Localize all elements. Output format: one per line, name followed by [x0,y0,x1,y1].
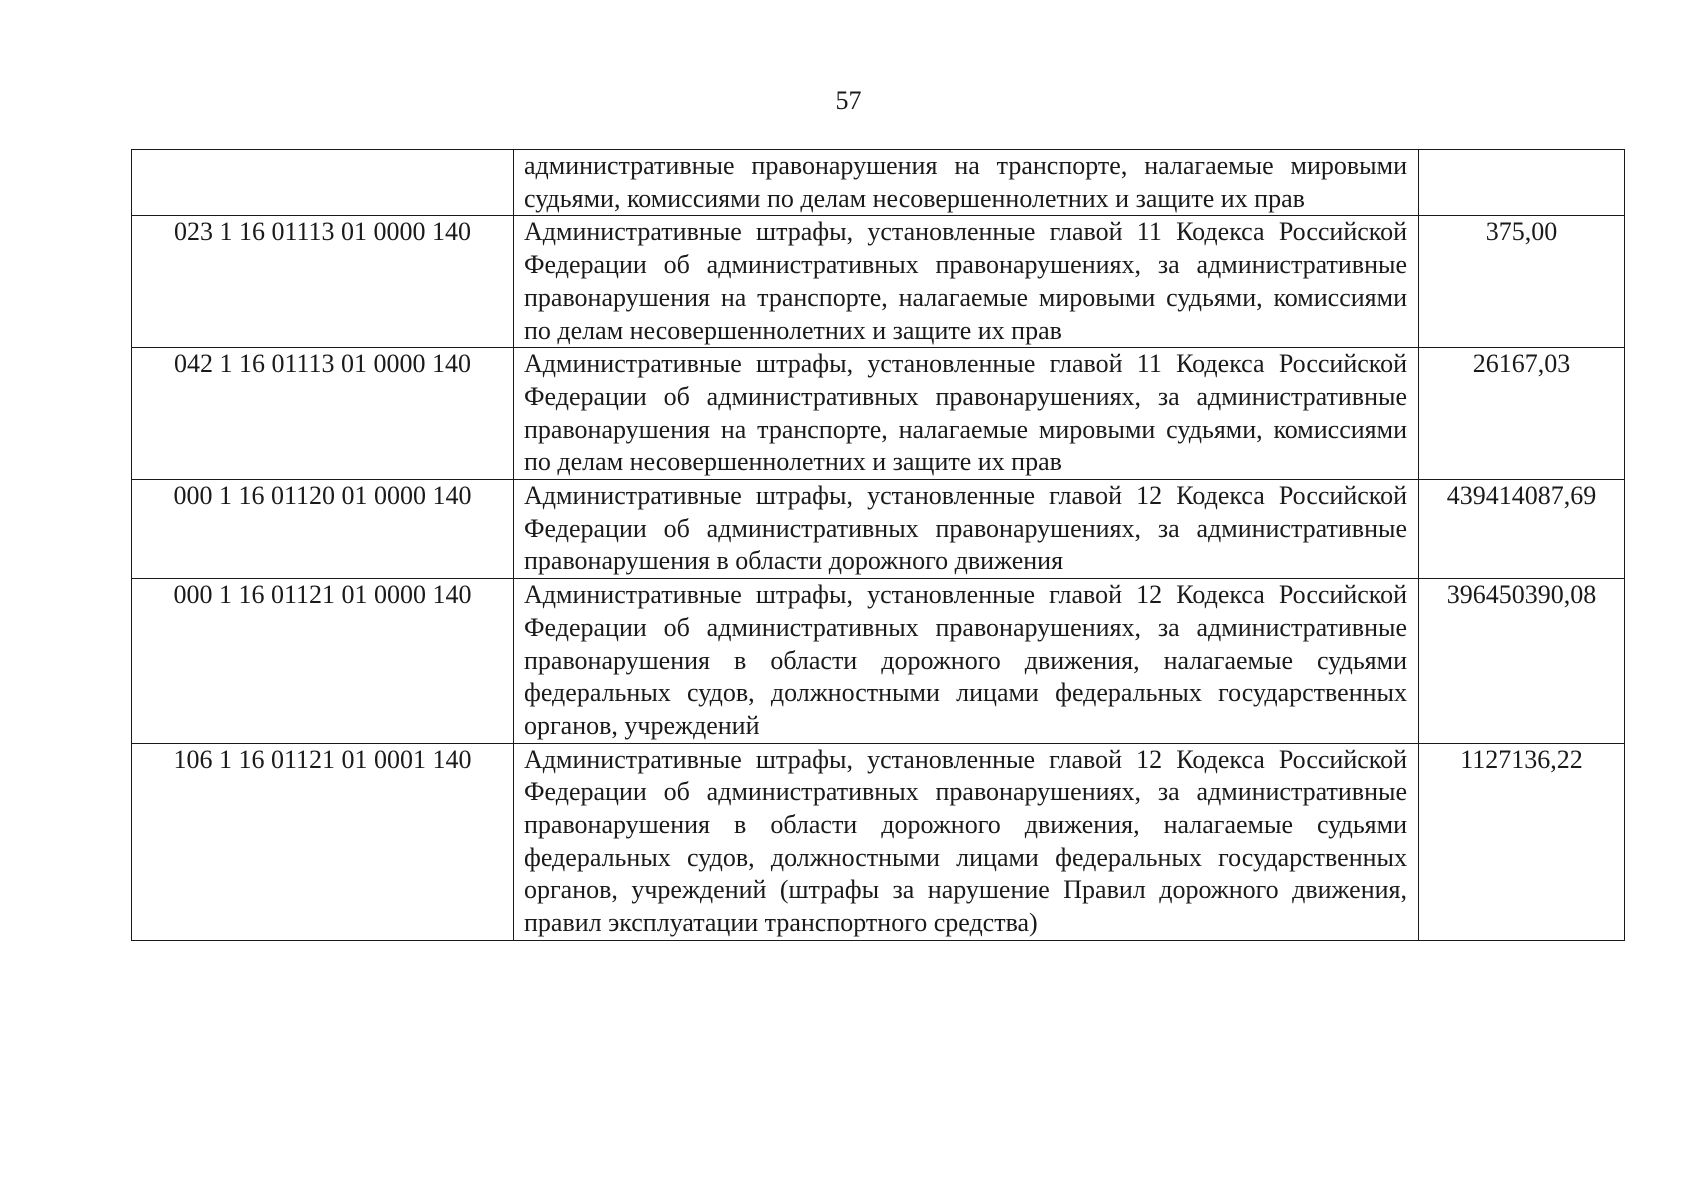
table-row [132,150,1625,216]
budget-code-cell: 000 1 16 01121 01 0000 140 [132,579,514,744]
description-cell: Административные штрафы, установленные главой 12 Кодекса Российской Федерации об административных правонарушениях, за административные правонарушения в области дорожного движения, налагаемые судьями федеральных судов, должностными лицами федеральных государственных органов, учреждений [514,579,1419,744]
table-row [132,579,1625,744]
table-row [132,216,1625,348]
table-row [132,480,1625,579]
description-cell: Административные штрафы, установленные главой 12 Кодекса Российской Федерации об административных правонарушениях, за административные правонарушения в области дорожного движения [514,480,1419,579]
amount-cell: 396450390,08 [1419,579,1625,744]
budget-code-cell [132,150,514,216]
budget-code-cell: 106 1 16 01121 01 0001 140 [132,743,514,940]
description-cell: Административные штрафы, установленные главой 11 Кодекса Российской Федерации об административных правонарушениях, за административные правонарушения на транспорте, налагаемые мировыми судьями, комиссиями по делам несовершеннолетних и защите их прав [514,216,1419,348]
table-row [132,743,1625,940]
amount-cell: 26167,03 [1419,348,1625,480]
page-number: 57 [835,86,862,115]
amount-cell: 1127136,22 [1419,743,1625,940]
budget-code-cell: 023 1 16 01113 01 0000 140 [132,216,514,348]
budget-code-cell: 042 1 16 01113 01 0000 140 [132,348,514,480]
amount-cell: 375,00 [1419,216,1625,348]
description-cell: Административные штрафы, установленные главой 12 Кодекса Российской Федерации об административных правонарушениях, за административные правонарушения в области дорожного движения, налагаемые судьями федеральных судов, должностными лицами федеральных государственных органов, учреждений (штрафы за нарушение Правил дорожного движения, правил эксплуатации транспортного средства) [514,743,1419,940]
amount-cell [1419,150,1625,216]
budget-code-cell: 000 1 16 01120 01 0000 140 [132,480,514,579]
budget-revenue-table [131,149,1625,941]
description-cell: Административные штрафы, установленные главой 11 Кодекса Российской Федерации об административных правонарушениях, за административные правонарушения на транспорте, налагаемые мировыми судьями, комиссиями по делам несовершеннолетних и защите их прав [514,348,1419,480]
table-row [132,348,1625,480]
amount-cell: 439414087,69 [1419,480,1625,579]
description-cell: административные правонарушения на транспорте, налагаемые мировыми судьями, комиссиями по делам несовершеннолетних и защите их прав [514,150,1419,216]
